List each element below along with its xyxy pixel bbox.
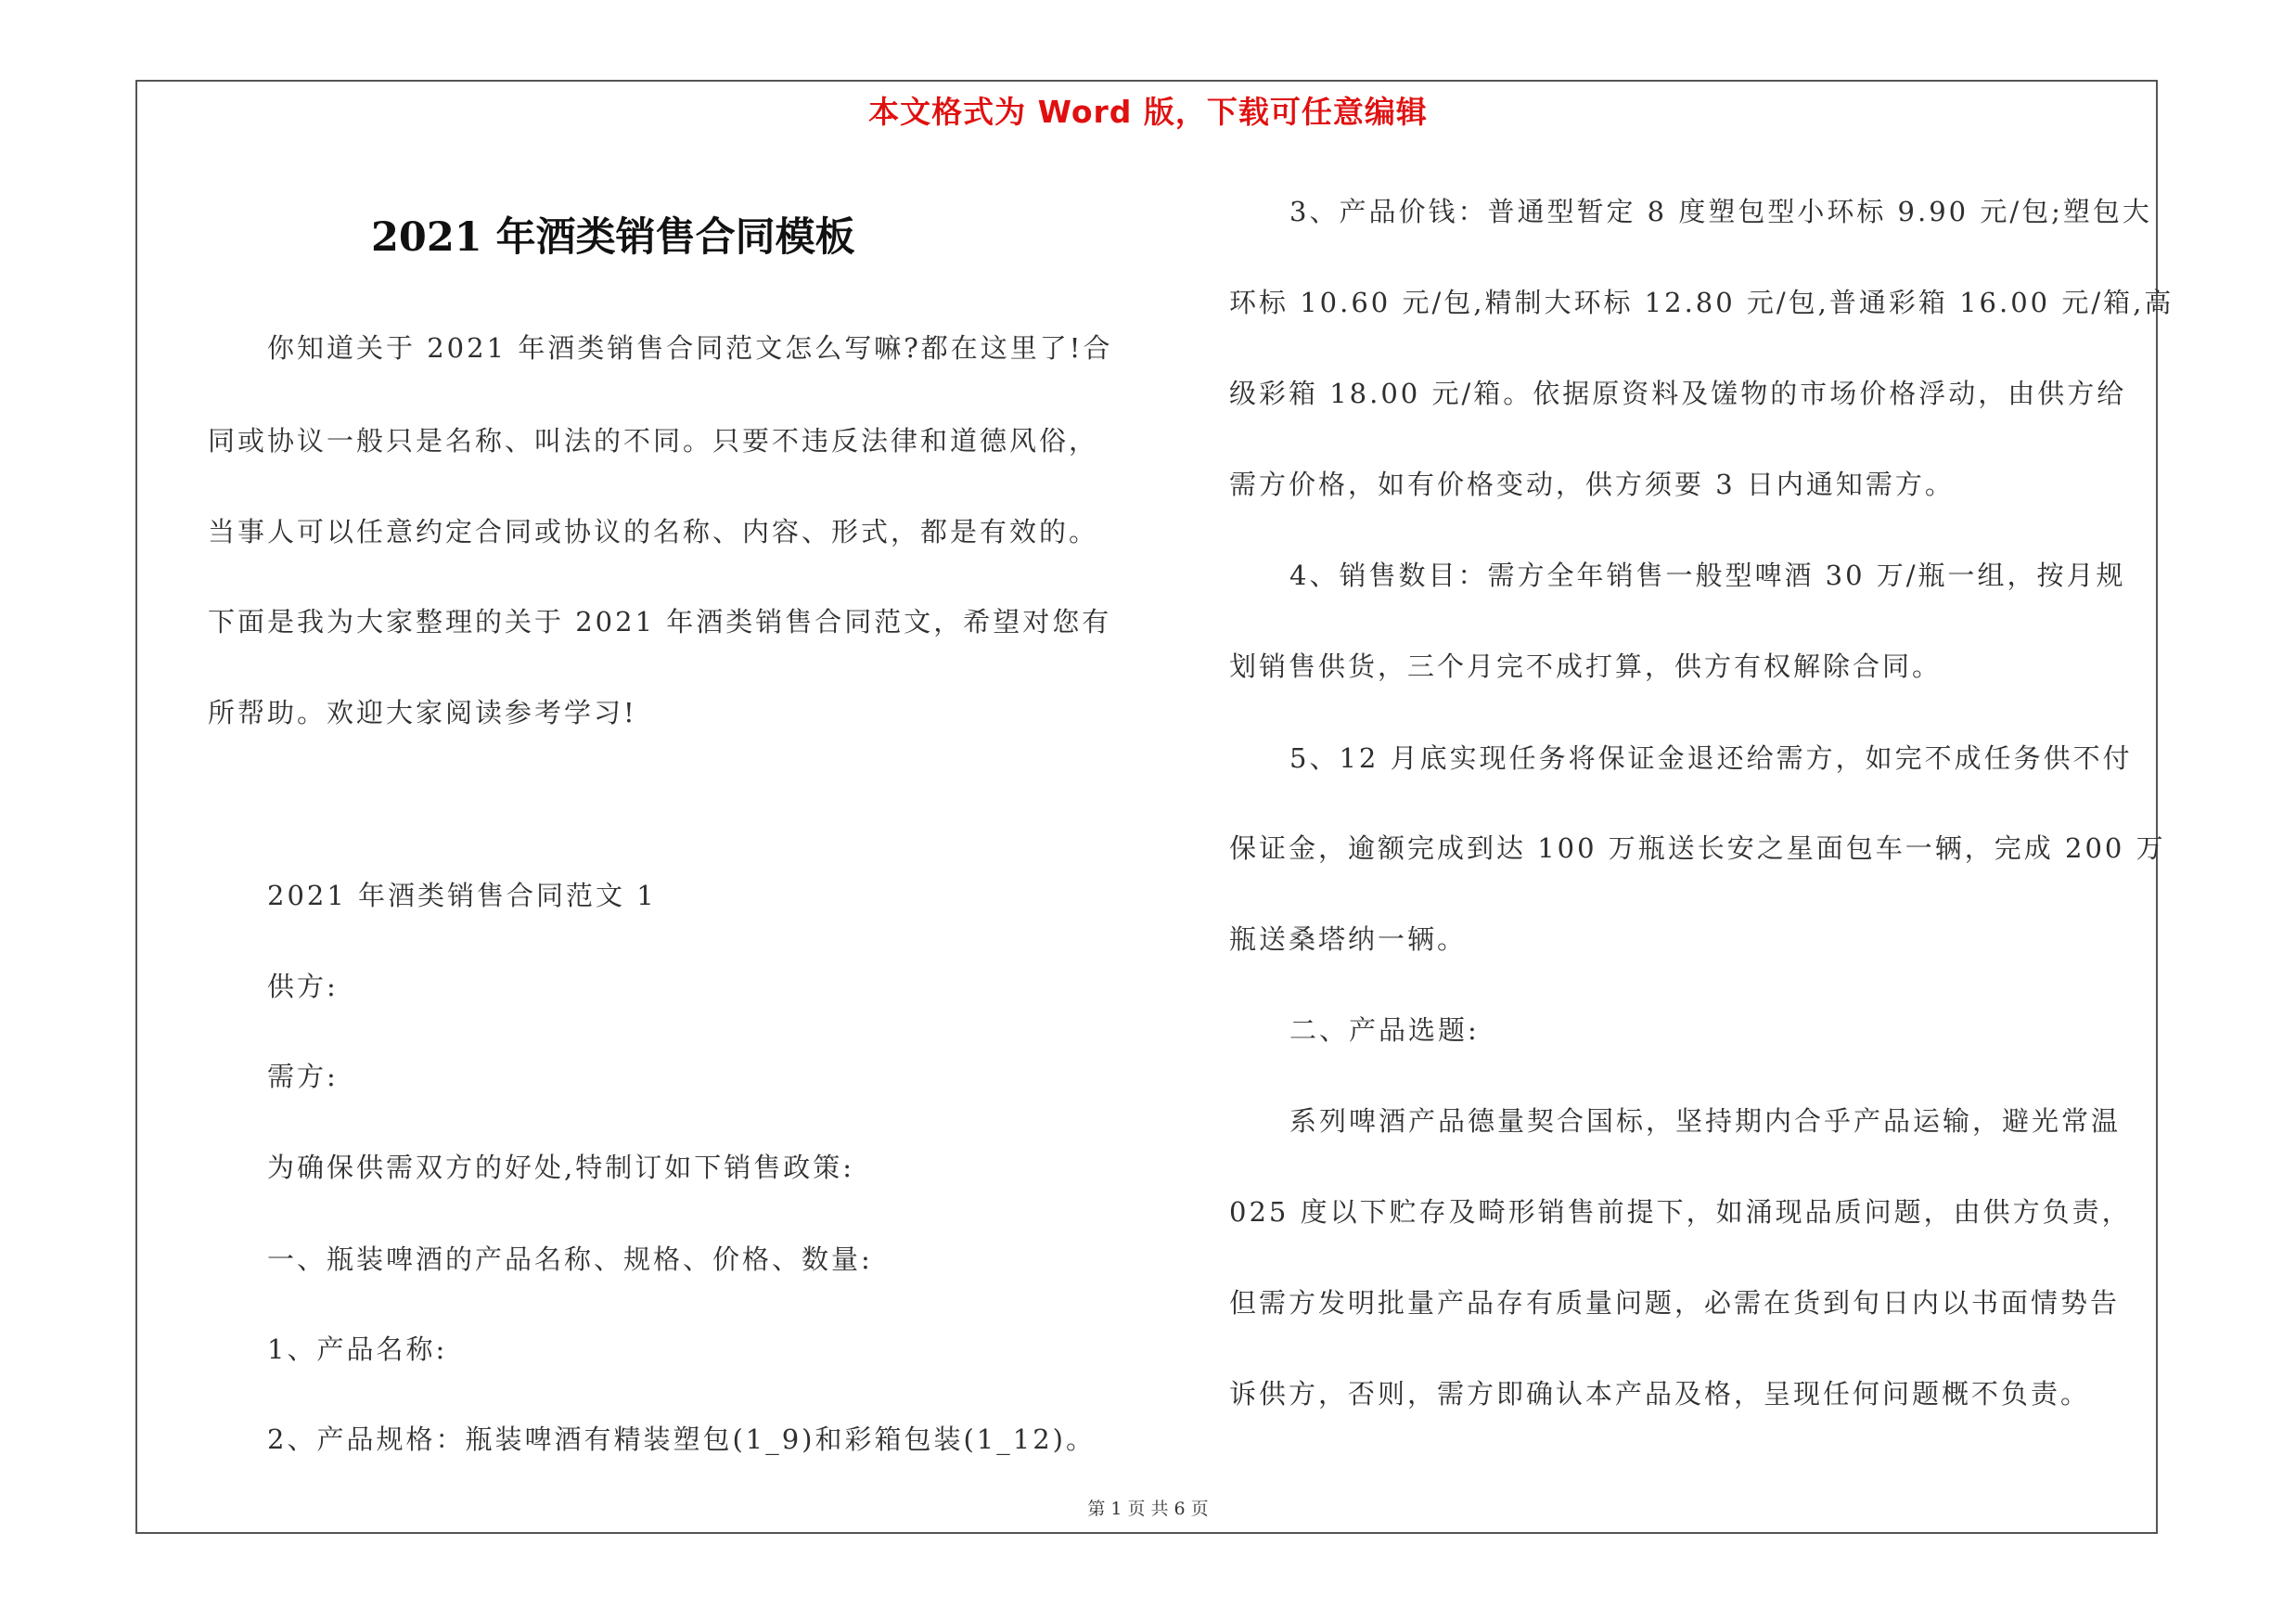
- quality-line-2: 025 度以下贮存及畸形销售前提下，如涌现品质问题，由供方负责，: [1229, 1196, 2132, 1228]
- quality-line-4: 诉供方，否则，需方即确认本产品及格，呈现任何问题概不负责。: [1229, 1378, 2091, 1410]
- clause-1: 1、产品名称:: [267, 1333, 448, 1365]
- clause-5-line-3: 瓶送桑塔纳一辆。: [1229, 923, 1468, 955]
- clause-3-line-4: 需方价格，如有价格变动，供方须要 3 日内通知需方。: [1229, 469, 1955, 500]
- clause-2: 2、产品规格：瓶装啤酒有精装塑包(1_9)和彩箱包装(1_12)。: [267, 1423, 1096, 1455]
- supplier-label: 供方:: [267, 971, 339, 1002]
- clause-3-line-1: 3、产品价钱：普通型暂定 8 度塑包型小环标 9.90 元/包;塑包大: [1289, 196, 2152, 227]
- intro-line-1: 你知道关于 2021 年酒类销售合同范文怎么写嘛?都在这里了!合: [267, 332, 1113, 364]
- document-title: 2021 年酒类销售合同模板: [371, 214, 855, 261]
- clause-5-line-1: 5、12 月底实现任务将保证金退还给需方，如完不成任务供不付: [1289, 742, 2133, 774]
- intro-line-2: 同或协议一般只是名称、叫法的不同。只要不违反法律和道德风俗，: [208, 425, 1099, 457]
- format-banner: 本文格式为 Word 版，下载可任意编辑: [868, 94, 1428, 130]
- clause-4-line-2: 划销售供货，三个月完不成打算，供方有权解除合同。: [1229, 650, 1943, 682]
- policy-intro: 为确保供需双方的好处,特制订如下销售政策:: [267, 1152, 854, 1183]
- clause-heading-2: 二、产品选题:: [1289, 1014, 1480, 1046]
- quality-line-1: 系列啤酒产品德量契合国标，坚持期内合乎产品运输，避光常温: [1289, 1105, 2122, 1137]
- quality-line-3: 但需方发明批量产品存有质量问题，必需在货到旬日内以书面情势告: [1229, 1287, 2121, 1319]
- clause-5-line-2: 保证金，逾额完成到达 100 万瓶送长安之星面包车一辆，完成 200 万: [1229, 832, 2166, 864]
- clause-4-line-1: 4、销售数目：需方全年销售一般型啤酒 30 万/瓶一组，按月规: [1289, 560, 2126, 591]
- clause-3-line-3: 级彩箱 18.00 元/箱。依据原资料及馐物的市场价格浮动，由供方给: [1229, 378, 2127, 409]
- intro-line-4: 下面是我为大家整理的关于 2021 年酒类销售合同范文，希望对您有: [208, 606, 1112, 638]
- clause-3-line-2: 环标 10.60 元/包,精制大环标 12.80 元/包,普通彩箱 16.00 元/箱,高: [1229, 287, 2174, 318]
- intro-line-3: 当事人可以任意约定合同或协议的名称、内容、形式，都是有效的。: [208, 516, 1099, 547]
- clause-heading-1: 一、瓶装啤酒的产品名称、规格、价格、数量:: [267, 1243, 873, 1275]
- intro-line-5: 所帮助。欢迎大家阅读参考学习!: [208, 697, 637, 728]
- page-number: 第 1 页 共 6 页: [1087, 1499, 1209, 1519]
- section-heading: 2021 年酒类销售合同范文 1: [267, 880, 657, 911]
- buyer-label: 需方:: [267, 1061, 339, 1092]
